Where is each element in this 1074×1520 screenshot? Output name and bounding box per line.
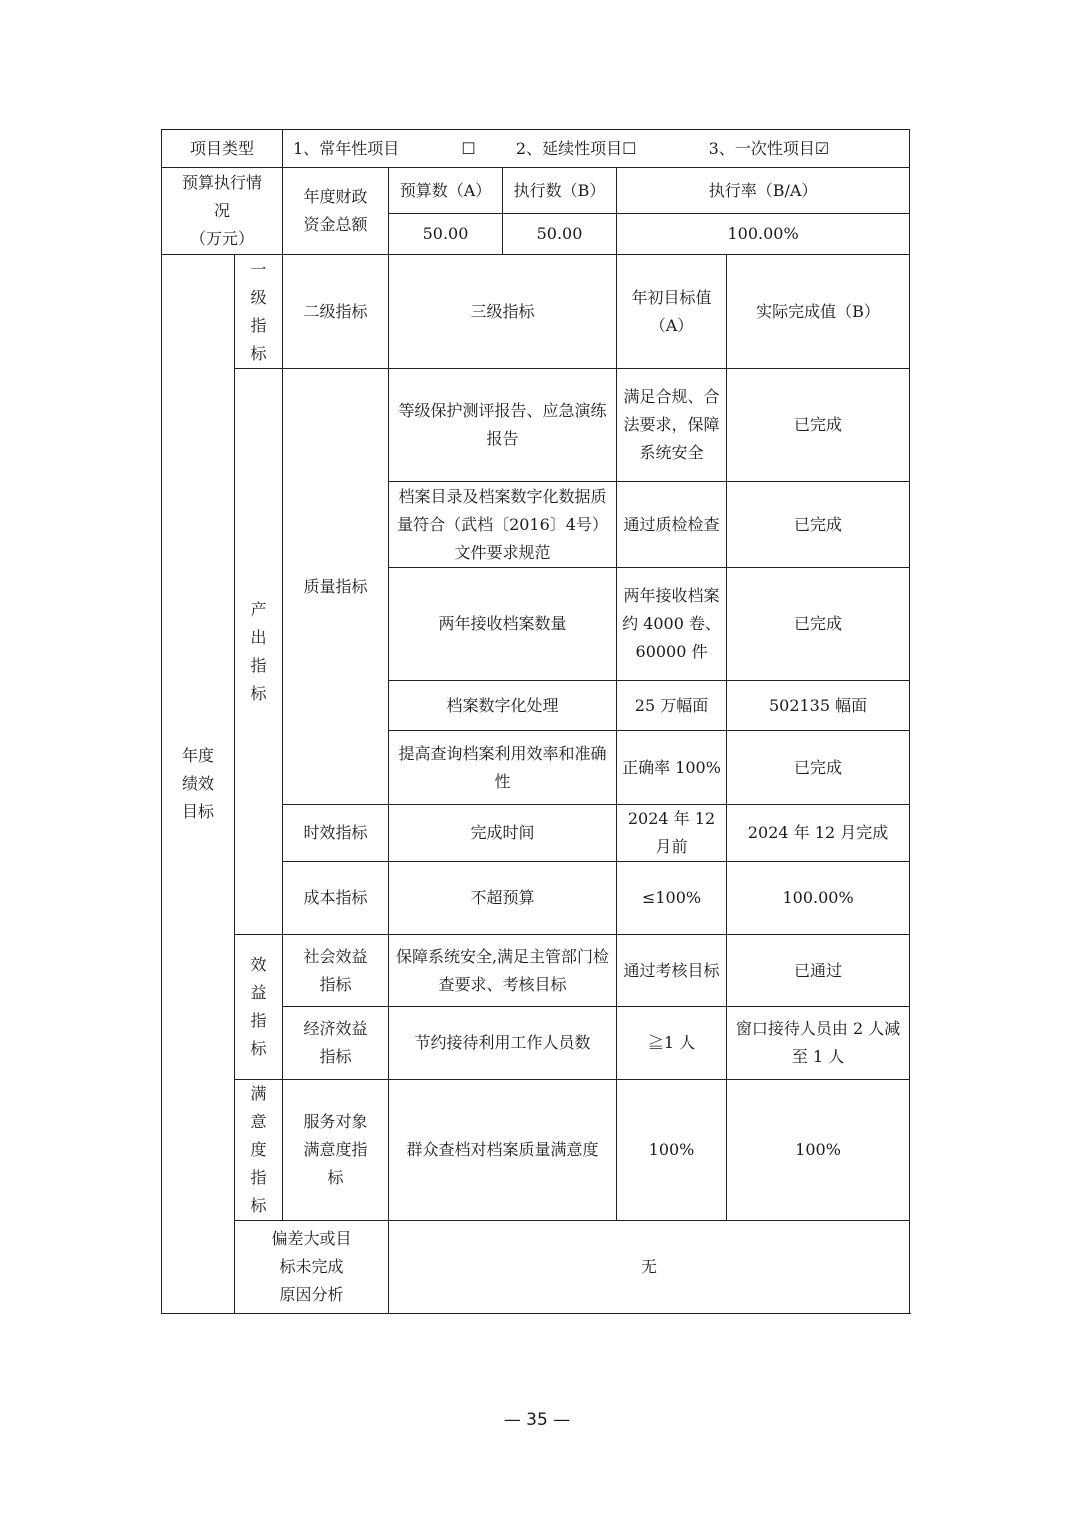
actual-header: 实际完成值（B） bbox=[727, 255, 910, 369]
target-cell: 正确率 100% bbox=[617, 731, 727, 805]
actual-cell: 已完成 bbox=[727, 568, 910, 681]
indicator-cell: 完成时间 bbox=[389, 805, 617, 862]
budget-label-line1: 预算执行情 bbox=[182, 173, 263, 192]
checkbox-recurring: ☐ bbox=[461, 138, 476, 158]
target-header-line1: 年初目标值 bbox=[631, 287, 712, 307]
annual-goals-label bbox=[162, 255, 235, 1314]
output-char: 标 bbox=[250, 683, 267, 703]
performance-table bbox=[161, 129, 910, 1314]
actual-cell: 2024 年 12 月完成 bbox=[727, 805, 910, 862]
budget-header-row bbox=[162, 168, 910, 214]
indicator-cell: 档案数字化处理 bbox=[389, 681, 617, 731]
satisfaction-char: 指 bbox=[250, 1168, 267, 1187]
satisfaction-indicator-label bbox=[235, 1080, 283, 1221]
indicator-cell: 不超预算 bbox=[389, 862, 617, 935]
level2-header: 二级指标 bbox=[283, 255, 389, 369]
indicator-cell: 档案目录及档案数字化数据质量符合（武档〔2016〕4号）文件要求规范 bbox=[389, 482, 617, 568]
satisfaction-char: 度 bbox=[250, 1140, 267, 1159]
service-satisfaction-label bbox=[283, 1080, 389, 1221]
satisfaction-char: 标 bbox=[250, 1196, 267, 1215]
output-char: 产 bbox=[250, 599, 267, 619]
project-type-row bbox=[162, 130, 910, 168]
economic-benefit-label bbox=[283, 1007, 389, 1080]
indicator-cell: 两年接收档案数量 bbox=[389, 568, 617, 681]
budget-col-rate: 执行率（B/A） bbox=[617, 168, 910, 214]
output-char: 指 bbox=[250, 655, 267, 675]
budget-val-a: 50.00 bbox=[389, 214, 503, 255]
goals-label-line1: 年度 bbox=[181, 746, 214, 765]
table-row bbox=[162, 369, 910, 482]
goals-header-row bbox=[162, 255, 910, 369]
target-header-line2: （A） bbox=[649, 315, 694, 335]
satisfaction-char: 意 bbox=[250, 1112, 267, 1131]
benefit-char: 标 bbox=[250, 1039, 267, 1058]
social-benefit-label bbox=[283, 935, 389, 1007]
deviation-value: 无 bbox=[389, 1221, 910, 1314]
social-label-line2: 指标 bbox=[319, 974, 352, 994]
level3-header: 三级指标 bbox=[389, 255, 617, 369]
actual-cell: 已完成 bbox=[727, 731, 910, 805]
option-continuing: 2、延续性项目☐ bbox=[515, 138, 637, 158]
level1-char: 级 bbox=[250, 287, 267, 307]
actual-cell: 窗口接待人员由 2 人减至 1 人 bbox=[727, 1007, 910, 1080]
budget-val-rate: 100.00% bbox=[617, 214, 910, 255]
option-onetime: 3、一次性项目☑ bbox=[708, 138, 830, 158]
benefit-indicator-label bbox=[235, 935, 283, 1080]
target-cell: 满足合规、合法要求，保障系统安全 bbox=[617, 369, 727, 482]
target-cell: 100% bbox=[617, 1080, 727, 1221]
service-label-line3: 标 bbox=[327, 1168, 344, 1187]
actual-cell: 502135 幅面 bbox=[727, 681, 910, 731]
table-row bbox=[162, 1080, 910, 1221]
target-cell: 2024 年 12 月前 bbox=[617, 805, 727, 862]
budget-col-a: 预算数（A） bbox=[389, 168, 503, 214]
goals-label-line2: 绩效 bbox=[181, 774, 214, 793]
budget-label-line2: 况 bbox=[214, 201, 231, 220]
budget-col-b: 执行数（B） bbox=[503, 168, 617, 214]
output-indicator-label bbox=[235, 369, 283, 935]
benefit-char: 指 bbox=[250, 1011, 267, 1030]
service-label-line2: 满意度指 bbox=[303, 1140, 368, 1159]
budget-label-line3: （万元） bbox=[190, 229, 255, 248]
page-number: — 35 — bbox=[503, 1410, 571, 1430]
indicator-cell: 节约接待利用工作人员数 bbox=[389, 1007, 617, 1080]
option-recurring: 1、常年性项目 bbox=[293, 138, 400, 158]
economic-label-line2: 指标 bbox=[319, 1047, 352, 1066]
quality-indicator-label: 质量指标 bbox=[283, 369, 389, 805]
timeliness-indicator-label: 时效指标 bbox=[283, 805, 389, 862]
indicator-cell: 提高查询档案利用效率和准确性 bbox=[389, 731, 617, 805]
table-row bbox=[162, 935, 910, 1007]
level1-char: 标 bbox=[250, 343, 267, 363]
benefit-char: 效 bbox=[250, 955, 267, 974]
level1-header bbox=[235, 255, 283, 369]
goals-label-line3: 目标 bbox=[181, 802, 214, 821]
deviation-label-line1: 偏差大或目 bbox=[271, 1229, 352, 1248]
target-header bbox=[617, 255, 727, 369]
deviation-label-line3: 原因分析 bbox=[279, 1285, 344, 1304]
actual-cell: 已完成 bbox=[727, 482, 910, 568]
level1-char: 指 bbox=[250, 315, 267, 335]
actual-cell: 100.00% bbox=[727, 862, 910, 935]
output-char: 出 bbox=[250, 627, 267, 647]
budget-val-b: 50.00 bbox=[503, 214, 617, 255]
indicator-cell: 群众查档对档案质量满意度 bbox=[389, 1080, 617, 1221]
level1-char: 一 bbox=[250, 259, 267, 279]
social-label-line1: 社会效益 bbox=[303, 946, 368, 966]
indicator-cell: 保障系统安全,满足主管部门检查要求、考核目标 bbox=[389, 935, 617, 1007]
cost-indicator-label: 成本指标 bbox=[283, 862, 389, 935]
actual-cell: 已完成 bbox=[727, 369, 910, 482]
target-cell: ≤100% bbox=[617, 862, 727, 935]
service-label-line1: 服务对象 bbox=[303, 1112, 368, 1131]
target-cell: ≧1 人 bbox=[617, 1007, 727, 1080]
deviation-label bbox=[235, 1221, 389, 1314]
target-cell: 通过质检检查 bbox=[617, 482, 727, 568]
benefit-char: 益 bbox=[250, 983, 267, 1002]
actual-cell: 已通过 bbox=[727, 935, 910, 1007]
project-type-label: 项目类型 bbox=[162, 130, 283, 168]
economic-label-line1: 经济效益 bbox=[303, 1019, 368, 1038]
fund-label-line1: 年度财政 bbox=[303, 187, 368, 206]
budget-label bbox=[162, 168, 283, 255]
target-cell: 两年接收档案约 4000 卷、60000 件 bbox=[617, 568, 727, 681]
target-cell: 25 万幅面 bbox=[617, 681, 727, 731]
deviation-row bbox=[162, 1221, 910, 1314]
actual-cell: 100% bbox=[727, 1080, 910, 1221]
project-type-options bbox=[283, 130, 910, 168]
fund-label-line2: 资金总额 bbox=[303, 215, 368, 234]
deviation-label-line2: 标未完成 bbox=[279, 1257, 344, 1276]
indicator-cell: 等级保护测评报告、应急演练报告 bbox=[389, 369, 617, 482]
satisfaction-char: 满 bbox=[250, 1084, 267, 1103]
target-cell: 通过考核目标 bbox=[617, 935, 727, 1007]
fund-total-label bbox=[283, 168, 389, 255]
